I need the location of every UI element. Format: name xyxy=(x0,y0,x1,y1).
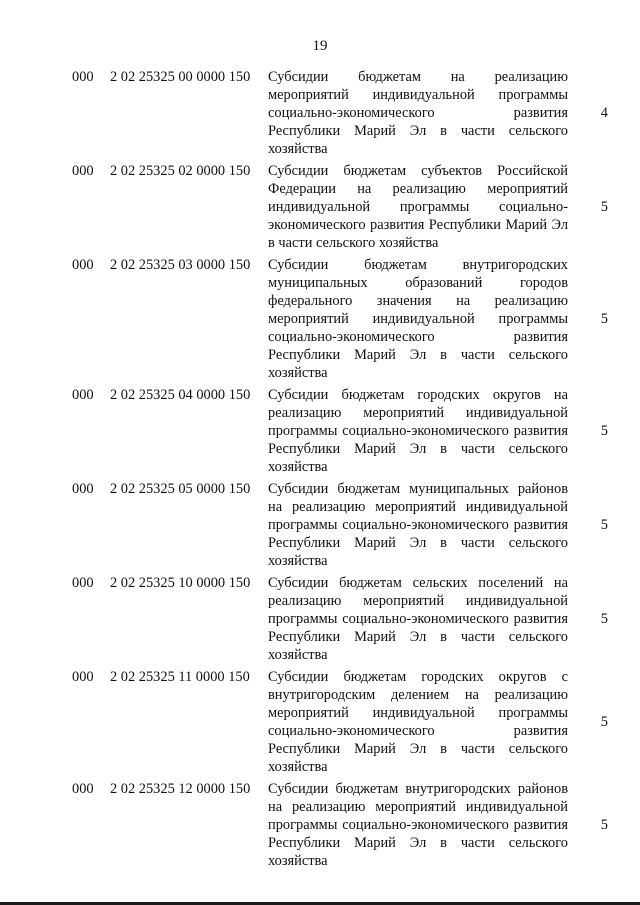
table-row xyxy=(0,480,640,570)
admin-code: 000 xyxy=(72,781,94,797)
table-row xyxy=(0,256,640,382)
admin-code: 000 xyxy=(72,257,94,273)
admin-code: 000 xyxy=(72,387,94,403)
table-row xyxy=(0,668,640,776)
income-description: Субсидии бюджетам городских округов на реализацию мероприятий индивидуальной программы социально-экономического развития Республики Марий Эл в части сельского хозяйства xyxy=(268,387,568,475)
admin-code: 000 xyxy=(72,669,94,685)
admin-code: 000 xyxy=(72,481,94,497)
table-row xyxy=(0,68,640,158)
admin-code: 000 xyxy=(72,69,94,85)
table-row xyxy=(0,386,640,476)
page-number: 19 xyxy=(312,38,328,54)
amount-value: 5 xyxy=(600,199,608,215)
amount-value: 5 xyxy=(600,714,608,730)
income-description: Субсидии бюджетам на реализацию мероприятий индивидуальной программы социально-экономического развития Республики Марий Эл в части сельского хозяйства xyxy=(268,69,568,157)
budget-code-table xyxy=(0,68,640,874)
budget-classification-code: 2 02 25325 00 0000 150 xyxy=(110,69,251,85)
income-description: Субсидии бюджетам внутригородских муниципальных образований городов федерального значения на реализацию мероприятий индивидуальной программы социально-экономического развития Республики Марий Эл в части сельского хозяйства xyxy=(268,257,568,381)
table-row xyxy=(0,574,640,664)
amount-value: 5 xyxy=(600,611,608,627)
amount-value: 5 xyxy=(600,311,608,327)
income-description: Субсидии бюджетам сельских поселений на реализацию мероприятий индивидуальной программы социально-экономического развития Республики Марий Эл в части сельского хозяйства xyxy=(268,575,568,663)
table-row xyxy=(0,162,640,252)
table-row xyxy=(0,780,640,870)
income-description: Субсидии бюджетам муниципальных районов на реализацию мероприятий индивидуальной программы социально-экономического развития Республики Марий Эл в части сельского хозяйства xyxy=(268,481,568,569)
admin-code: 000 xyxy=(72,575,94,591)
budget-classification-code: 2 02 25325 04 0000 150 xyxy=(110,387,251,403)
income-description: Субсидии бюджетам внутригородских районов на реализацию мероприятий индивидуальной программы социально-экономического развития Республики Марий Эл в части сельского хозяйства xyxy=(268,781,568,869)
amount-value: 5 xyxy=(600,423,608,439)
amount-value: 5 xyxy=(600,517,608,533)
budget-classification-code: 2 02 25325 03 0000 150 xyxy=(110,257,251,273)
amount-value: 4 xyxy=(600,105,608,121)
income-description: Субсидии бюджетам городских округов с внутригородским делением на реализацию мероприятий индивидуальной программы социально-экономического развития Республики Марий Эл в части сельского хозяйства xyxy=(268,669,568,775)
amount-value: 5 xyxy=(600,817,608,833)
admin-code: 000 xyxy=(72,163,94,179)
budget-classification-code: 2 02 25325 11 0000 150 xyxy=(110,669,250,685)
budget-classification-code: 2 02 25325 10 0000 150 xyxy=(110,575,251,591)
budget-classification-code: 2 02 25325 02 0000 150 xyxy=(110,163,251,179)
budget-classification-code: 2 02 25325 12 0000 150 xyxy=(110,781,251,797)
income-description: Субсидии бюджетам субъектов Российской Федерации на реализацию мероприятий индивидуальной программы социально-экономического развития Республики Марий Эл в части сельского хозяйства xyxy=(268,163,568,251)
budget-classification-code: 2 02 25325 05 0000 150 xyxy=(110,481,251,497)
